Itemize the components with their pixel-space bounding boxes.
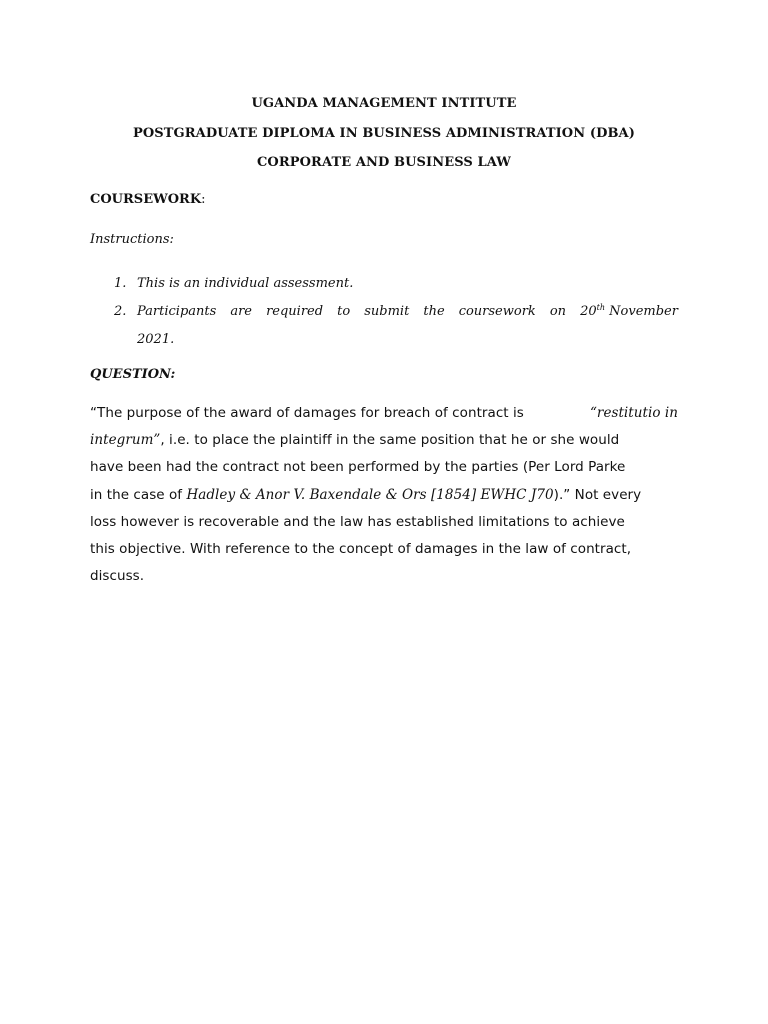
paragraph-text-group — [90, 427, 619, 454]
paragraph-italic-text: integrum” — [90, 432, 161, 449]
instruction-number: 1. — [114, 276, 127, 291]
paragraph-line — [90, 482, 678, 509]
coursework-heading — [90, 192, 206, 207]
instruction-word: submit — [364, 304, 410, 319]
instruction-word: required — [266, 304, 324, 319]
coursework-label: COURSEWORK — [90, 192, 202, 207]
course-title: CORPORATE AND BUSINESS LAW — [256, 155, 511, 170]
institution-title: UGANDA MANAGEMENT INTITUTE — [251, 96, 517, 111]
program-title: POSTGRADUATE DIPLOMA IN BUSINESS ADMINISTRATION (DBA) — [132, 126, 635, 141]
paragraph-text: loss however is recoverable and the law has established limitations to achieve — [90, 513, 625, 530]
case-citation: Hadley & Anor V. Baxendale & Ors [1854] EWHC J70 — [186, 486, 554, 503]
instruction-month: November — [609, 304, 678, 319]
paragraph-text: ).” Not every — [553, 486, 642, 503]
instruction-text-line — [137, 298, 678, 326]
coursework-colon: : — [201, 192, 206, 207]
paragraph-text: in the case of — [90, 486, 187, 503]
paragraph-text: , i.e. to place the plaintiff in the same position that he or she would — [160, 432, 620, 449]
instruction-word: 20 — [580, 304, 597, 319]
paragraph-text: this objective. With reference to the concept of damages in the law of contract, — [90, 541, 632, 558]
instruction-number: 2. — [114, 304, 127, 319]
paragraph-text-group — [90, 482, 641, 509]
question-label: QUESTION: — [90, 367, 176, 382]
instruction-text-line2: 2021. — [137, 332, 175, 347]
instruction-word: coursework — [458, 304, 536, 319]
instructions-label: Instructions: — [90, 232, 174, 247]
instruction-item — [114, 298, 678, 354]
instruction-sup: th — [596, 303, 606, 312]
paragraph-text: “The purpose of the award of damages for breach of contract is — [90, 405, 524, 421]
paragraph-text: have been had the contract not been performed by the parties (Per Lord Parke — [90, 459, 626, 476]
instruction-item — [114, 270, 678, 298]
instruction-word: are — [230, 304, 253, 319]
paragraph-text: discuss. — [90, 568, 145, 585]
instruction-word: the — [423, 304, 445, 319]
instruction-word: on — [549, 304, 567, 319]
instruction-word: to — [337, 304, 351, 319]
paragraph-line — [90, 563, 678, 590]
instruction-word: Participants — [137, 304, 217, 319]
instructions-list — [114, 270, 678, 354]
paragraph-line — [90, 400, 678, 427]
instruction-text: This is an individual assessment. — [137, 276, 354, 291]
instruction-text-end — [580, 298, 678, 326]
question-paragraph — [90, 400, 678, 590]
paragraph-line — [90, 427, 678, 454]
paragraph-italic-text: “restitutio in — [589, 405, 678, 421]
paragraph-line — [90, 536, 678, 563]
paragraph-line — [90, 509, 678, 536]
paragraph-line — [90, 454, 678, 481]
